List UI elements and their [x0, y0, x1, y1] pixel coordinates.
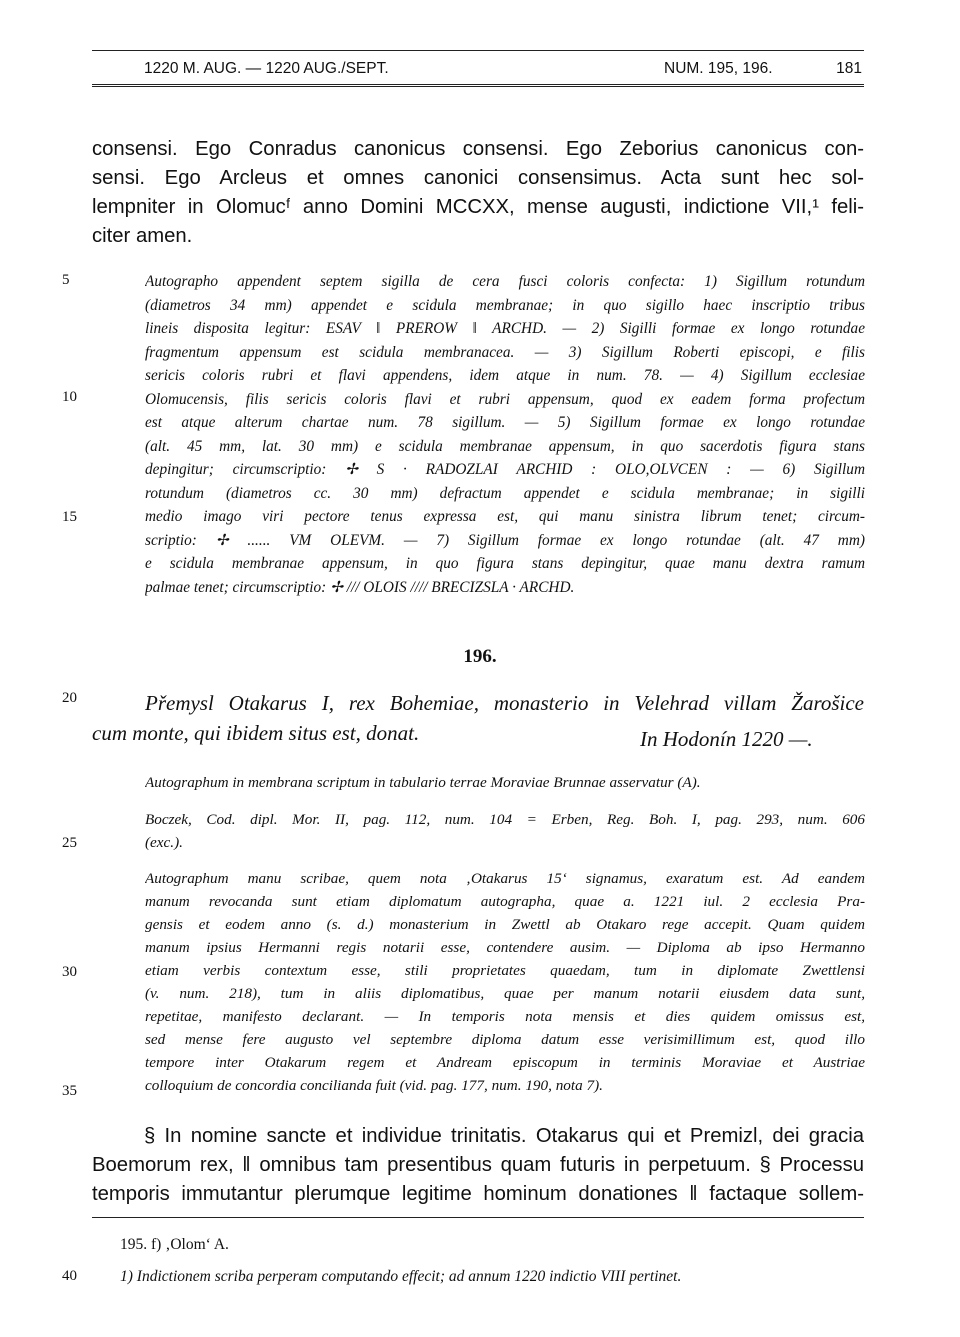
footnote-variant: 195. f) ‚Olom‘ A.	[120, 1236, 229, 1253]
text-line: consensi. Ego Conradus canonicus consensi. Ego Zeborius canonicus con-	[92, 138, 864, 160]
note-line: manum ipsius Hermanni regis notarii esse, contendere ausim. — Diploma ab ipso Hermanno	[145, 939, 865, 956]
charter-text	[92, 1122, 864, 1209]
line-number: 40	[62, 1268, 77, 1284]
running-header	[92, 60, 864, 82]
text-line: lempniter in Olomucᶠ anno Domini MCCXX, mense augusti, indictione VII,¹ feli-	[92, 196, 864, 218]
previous-document-text	[92, 135, 864, 251]
note-line: (exc.).	[145, 834, 183, 851]
text-line: § In nomine sancte et individue trinitatis. Otakarus qui et Premizl, dei gracia	[144, 1125, 864, 1147]
note-line: sericis coloris rubri et flavi appendens, idem atque in num. 78. — 4) Sigillum ecclesiae	[145, 367, 865, 384]
line-number: 30	[62, 964, 77, 980]
commentary-note	[145, 867, 865, 1097]
archive-note	[145, 771, 865, 794]
note-line: rotundum (diametros cc. 30 mm) defractum appendet e scidula membranae; in sigilli	[145, 484, 865, 502]
note-line: manum revocanda sunt etiam diplomatum autographa, quae a. 1221 iul. 2 ecclesia Pra-	[145, 893, 865, 910]
document-number: 196.	[463, 646, 497, 667]
note-line: gensis et eodem anno (s. d.) monasterium in Zwettl ab Otakaro rege accepit. Quam quidem	[145, 916, 865, 933]
note-line: lineis disposita legitur: ESAV ‖ PREROW ‖ ARCHD. — 2) Sigilli formae ex longo rotundae	[145, 320, 865, 337]
note-line: sed mense fere augusto vel septembre diploma datum esse verisimillimum est, quod illo	[145, 1031, 865, 1048]
note-line: (v. num. 218), tum in aliis diplomatibus, quae per manum notarii eiusdem data sunt,	[145, 985, 865, 1002]
page-number: 181	[836, 60, 862, 77]
note-line: medio imago viri pectore tenus expressa est, qui manu sinistra librum tenet; circum-	[145, 508, 865, 525]
place-date: In Hodonín 1220 —.	[640, 727, 813, 751]
line-number: 20	[62, 690, 77, 706]
note-line: etiam verbis contextum esse, stili proprietates quaedam, tum in diplomate Zwettlensi	[145, 962, 865, 979]
note-line: palmae tenet; circumscriptio: ✢ /// OLOIS //// BRECIZSLA · ARCHD.	[145, 578, 575, 596]
footnote-indiction: 1) Indictionem scriba perperam computando effecit; ad annum 1220 indictio VIII pertinet.	[120, 1268, 682, 1285]
note-line: scriptio: ✢ ...... VM OLEVM. — 7) Sigillum formae ex longo rotundae (alt. 47 mm)	[145, 531, 865, 549]
line-number: 5	[62, 272, 70, 288]
line-number: 25	[62, 835, 77, 851]
header-rule-bottom	[92, 84, 864, 90]
seal-description-note	[145, 270, 865, 599]
regest-line: Přemysl Otakarus I, rex Bohemiae, monasterio in Velehrad villam Žarošice	[145, 691, 864, 715]
note-line: Autographum manu scribae, quem nota ‚Otakarus 15‘ signamus, exaratum est. Ad eandem	[145, 870, 865, 887]
text-line: citer amen.	[92, 225, 193, 247]
note-line: repetitae, manifesto declarant. — In temporis nota mensis et dies quidem omissus est,	[145, 1008, 865, 1025]
note-line: (diametros 34 mm) appendet e scidula membranae; in quo sigillo haec inscriptio tribus	[145, 296, 865, 314]
text-line: temporis immutantur plerumque legitime hominum donationes ‖ factaque sollem-	[92, 1183, 864, 1205]
note-line: Autographo appendent septem sigilla de cera fusci coloris confecta: 1) Sigillum rotundum	[145, 273, 865, 290]
footnote-rule	[92, 1217, 864, 1218]
edition-note	[145, 808, 865, 854]
header-dates: 1220 M. AUG. — 1220 AUG./SEPT.	[144, 60, 389, 77]
note-line: (alt. 45 mm, lat. 30 mm) e scidula membranae appensum, in quo sacerdotis figura stans	[145, 437, 865, 455]
text-line: Boemorum rex, ‖ omnibus tam presentibus quam futuris in perpetuum. § Processu	[92, 1154, 864, 1176]
text-line: sensi. Ego Arcleus et omnes canonici consensimus. Acta sunt hec sol-	[92, 167, 864, 189]
line-number: 10	[62, 389, 77, 405]
note-line: Boczek, Cod. dipl. Mor. II, pag. 112, num. 104 = Erben, Reg. Boh. I, pag. 293, num. 606	[145, 811, 865, 828]
line-number: 15	[62, 509, 77, 525]
line-number: 35	[62, 1083, 77, 1099]
regest-line: cum monte, qui ibidem situs est, donat.	[92, 721, 420, 745]
note-line: colloquium de concordia concilianda fuit (vid. pag. 177, num. 190, nota 7).	[145, 1077, 603, 1094]
header-rule-top	[92, 50, 864, 51]
note-line: tempore inter Otakarum regem et Andream episcopum in terminis Moraviae et Austriae	[145, 1054, 865, 1071]
note-line: est atque alterum chartae num. 78 sigillum. — 5) Sigillum formae ex longo rotundae	[145, 414, 865, 431]
note-line: Autographum in membrana scriptum in tabulario terrae Moraviae Brunnae asservatur (A).	[145, 774, 701, 791]
note-line: e scidula membranae appensum, in quo figura stans depingitur, quae manu dextra ramum	[145, 555, 865, 572]
note-line: depingitur; circumscriptio: ✢ S · RADOZLAI ARCHID : OLO,OLVCEN : — 6) Sigillum	[145, 461, 865, 478]
note-line: fragmentum appensum est scidula membranacea. — 3) Sigillum Roberti episcopi, e filis	[145, 343, 865, 361]
header-numbers: NUM. 195, 196.	[664, 60, 773, 77]
note-line: Olomucensis, filis sericis coloris flavi et rubri appensum, quod ex eadem forma profectum	[145, 390, 865, 408]
